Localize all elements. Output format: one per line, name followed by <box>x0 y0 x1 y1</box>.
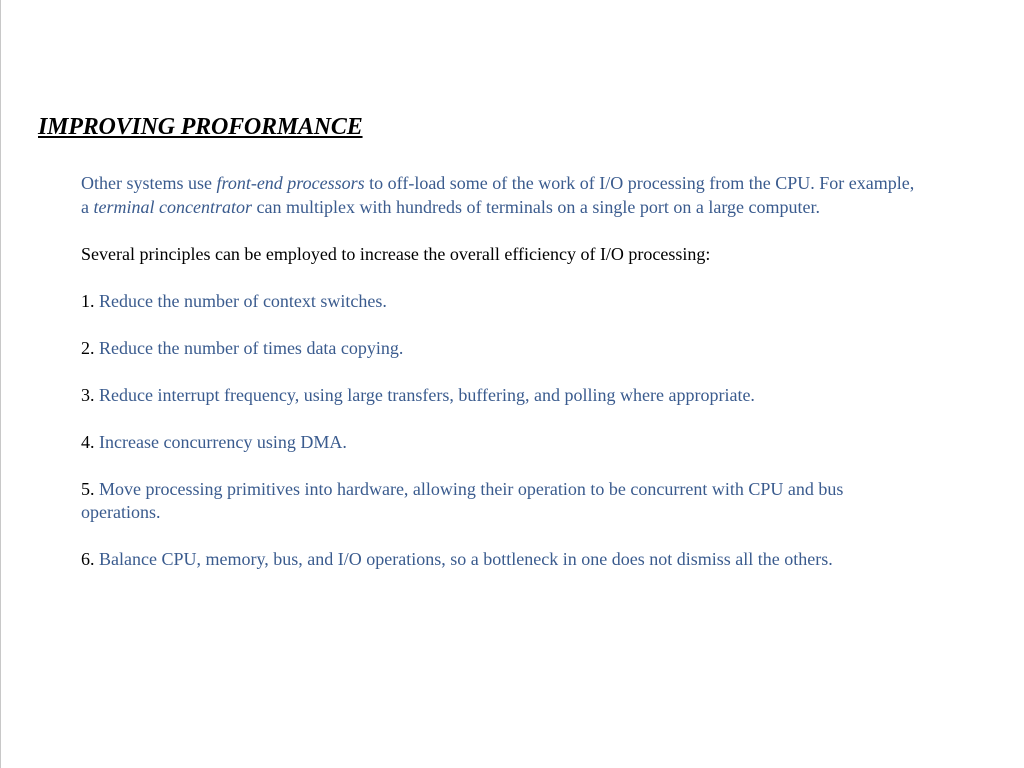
list-item <box>81 337 921 361</box>
list-item-text: Increase concurrency using DMA. <box>99 431 347 452</box>
list-item <box>81 548 921 572</box>
list-item-text: Reduce interrupt frequency, using large transfers, buffering, and polling where appropriate. <box>99 384 755 405</box>
list-item-number: 3. <box>81 384 95 405</box>
list-item <box>81 290 921 314</box>
list-item-number: 2. <box>81 337 95 358</box>
slide-body <box>81 172 921 595</box>
list-item-text: Move processing primitives into hardware, allowing their operation to be concurrent with CPU and bus operations. <box>81 478 844 522</box>
list-item-number: 5. <box>81 478 95 499</box>
list-item <box>81 384 921 408</box>
list-item-text: Reduce the number of context switches. <box>99 290 387 311</box>
intro-emphasis-front-end-processors: front-end processors <box>216 173 365 193</box>
list-item-text: Reduce the number of times data copying. <box>99 337 404 358</box>
intro-emphasis-terminal-concentrator: terminal concentrator <box>93 196 252 217</box>
list-item <box>81 431 921 455</box>
list-item-number: 1. <box>81 290 95 311</box>
page-title: IMPROVING PROFORMANCE <box>38 114 363 140</box>
list-item-number: 4. <box>81 431 95 452</box>
intro-text-2: to off-load some of the work of I/O processing from the CPU. For example, a <box>81 173 915 217</box>
list-item <box>81 478 921 525</box>
list-item-number: 6. <box>81 549 95 569</box>
intro-paragraph <box>81 172 921 219</box>
principles-intro: Several principles can be employed to increase the overall efficiency of I/O processing: <box>81 243 711 264</box>
list-item-text: Balance CPU, memory, bus, and I/O operations, so a bottleneck in one does not dismiss all the others. <box>99 549 833 569</box>
intro-text-1: Other systems use <box>81 173 217 193</box>
intro-text-3: can multiplex with hundreds of terminals on a single port on a large computer. <box>251 196 821 217</box>
